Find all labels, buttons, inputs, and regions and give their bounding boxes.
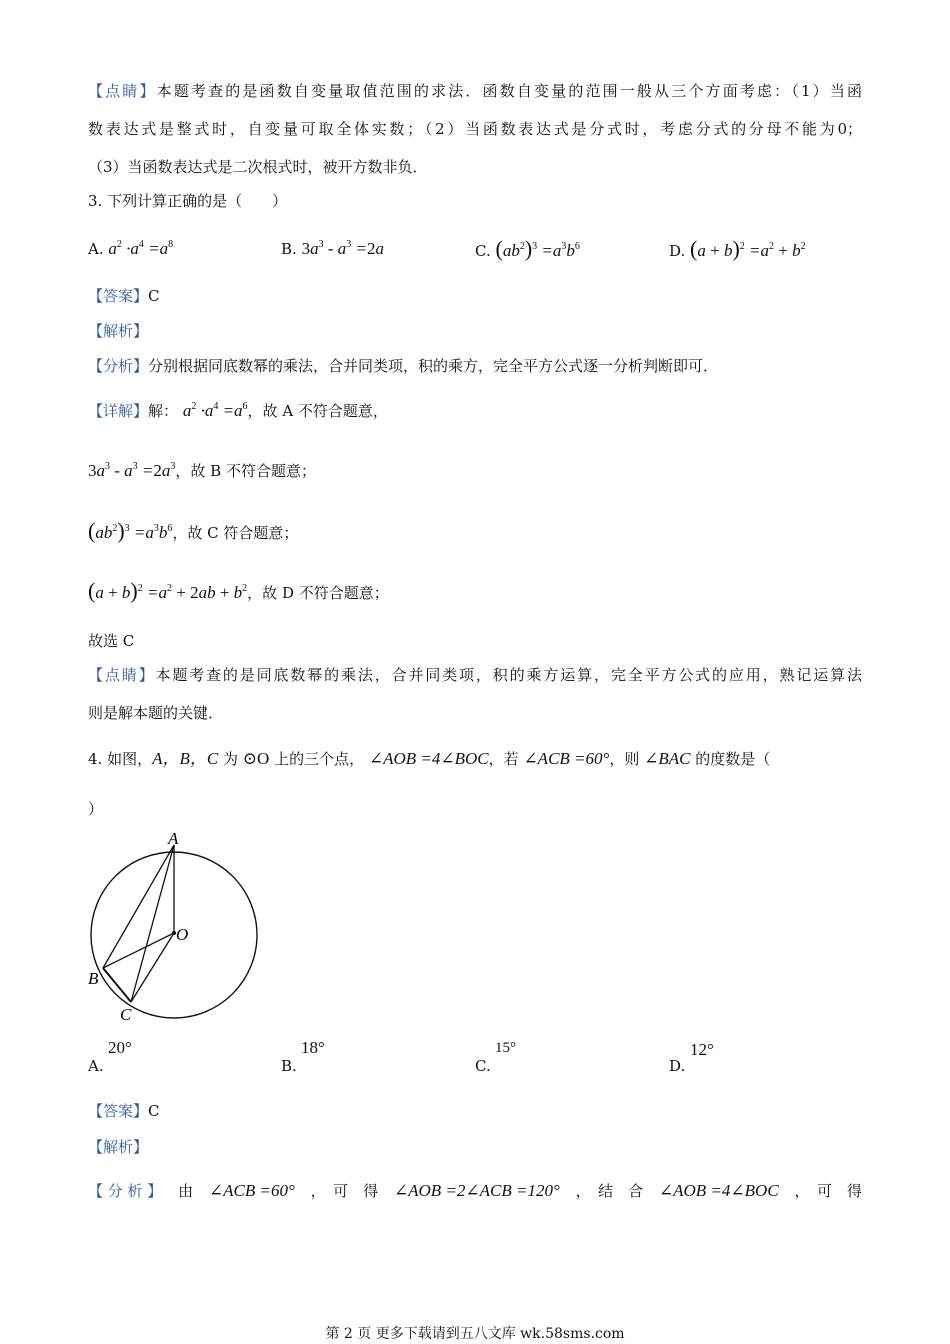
q3-jiexi: 【解析】 <box>88 322 149 340</box>
q3-step1-formula: $a^2 \cdot a^4 =a^6$ <box>182 401 248 420</box>
q3-answer: 【答案】C <box>88 287 160 305</box>
q4-option-c-value: 15° <box>495 1040 516 1056</box>
q3-step3-formula: $(ab^2)^3 =a^3b^6$ <box>88 518 173 543</box>
q4-jiexi: 【解析】 <box>88 1138 149 1156</box>
dianjing-tag: 【点睛】 <box>88 82 157 100</box>
q3-detail-step4: $(a + b)^2 =a^2 + 2ab + b^2$，故 D 不符合题意； <box>88 578 389 603</box>
q3-detail-step2: $3a^3 - a^3 =2a^3$，故 B 不符合题意； <box>88 461 316 480</box>
label-a: A <box>168 829 179 848</box>
label-b: B <box>88 969 99 988</box>
q4-stem: 4. 如图，A，B，C 为 ⊙O 上的三个点， ∠AOB =4∠BOC，若 ∠ACB =60°，则 ∠BAC 的度数是（ <box>88 749 771 768</box>
segment-ac <box>131 845 174 1002</box>
q3-option-c-formula: $(ab^2)^3 =a^3b^6$ <box>495 236 580 261</box>
q3-stem: 3. 下列计算正确的是（ ） <box>88 192 288 210</box>
q3-option-d-formula: $(a + b)^2 =a^2 + b^2$ <box>690 236 806 261</box>
page-footer: 第 2 页 更多下载请到五八文库 wk.58sms.com <box>325 1326 625 1342</box>
q3-option-b[interactable]: B. $3a^3 - a^3 =2a$ <box>281 239 384 258</box>
q4-option-b-value: 18° <box>301 1038 325 1057</box>
q3-step4-formula: $(a + b)^2 =a^2 + 2ab + b^2$ <box>88 578 248 603</box>
q4-answer: 【答案】C <box>88 1102 160 1120</box>
q4-analysis: 【 分 析 】 由 ∠ACB =60° ， 可 得 ∠AOB =2∠ACB =120° ， 结 合 ∠AOB =4∠BOC ， 可 得 <box>88 1181 862 1200</box>
q3-detail-step1: 【详解】解： $a^2 \cdot a^4 =a^6$，故 A 不符合题意， <box>88 401 388 420</box>
q3-analysis: 【分析】分别根据同底数幂的乘法，合并同类项，积的乘方，完全平方公式逐一分析判断即可． <box>88 357 719 375</box>
q4-option-a-value: 20° <box>108 1038 132 1057</box>
q4-option-b-label[interactable]: B. <box>281 1057 297 1075</box>
q3-option-a[interactable]: A. $a^2 \cdot a^4 =a^8$ <box>88 239 174 258</box>
q4-circle-figure <box>84 825 269 1030</box>
p1-line2: 数表达式是整式时，自变量可取全体实数；（2）当函数表达式是分式时，考虑分式的分母不能为0； <box>88 120 862 138</box>
q4-option-c-label[interactable]: C. <box>475 1057 491 1075</box>
q4-option-d-value: 12° <box>690 1040 714 1059</box>
q4-option-a-label[interactable]: A. <box>88 1057 104 1075</box>
q3-option-a-formula: $a^2 \cdot a^4 =a^8$ <box>108 239 174 258</box>
q4-option-d-label[interactable]: D. <box>669 1057 686 1075</box>
q3-detail-step3: $(ab^2)^3 =a^3b^6$，故 C 符合题意； <box>88 518 299 543</box>
q3-conclusion: 故选 C <box>88 632 135 650</box>
q3-option-b-formula: $3a^3 - a^3 =2a$ <box>301 239 384 258</box>
p1-line3: （3）当函数表达式是二次根式时，被开方数非负． <box>88 158 428 176</box>
q3-point-line1: 【点睛】本题考查的是同底数幂的乘法，合并同类项，积的乘方运算，完全平方公式的应用，熟记运算法 <box>88 666 862 684</box>
label-o: O <box>176 925 189 944</box>
q3-point-line2: 则是解本题的关键． <box>88 704 224 722</box>
q3-option-d[interactable]: D. $(a + b)^2 =a^2 + b^2$ <box>669 236 806 261</box>
q4-stem-close: ） <box>88 800 104 818</box>
q3-option-c[interactable]: C. $(ab^2)^3 =a^3b^6$ <box>475 236 580 261</box>
q3-step2-formula: $3a^3 - a^3 =2a^3$ <box>88 461 176 480</box>
p1-line1: 【点睛】本题考查的是函数自变量取值范围的求法．函数自变量的范围一般从三个方面考虑：（1）当函 <box>88 82 862 100</box>
label-c: C <box>120 1005 132 1024</box>
